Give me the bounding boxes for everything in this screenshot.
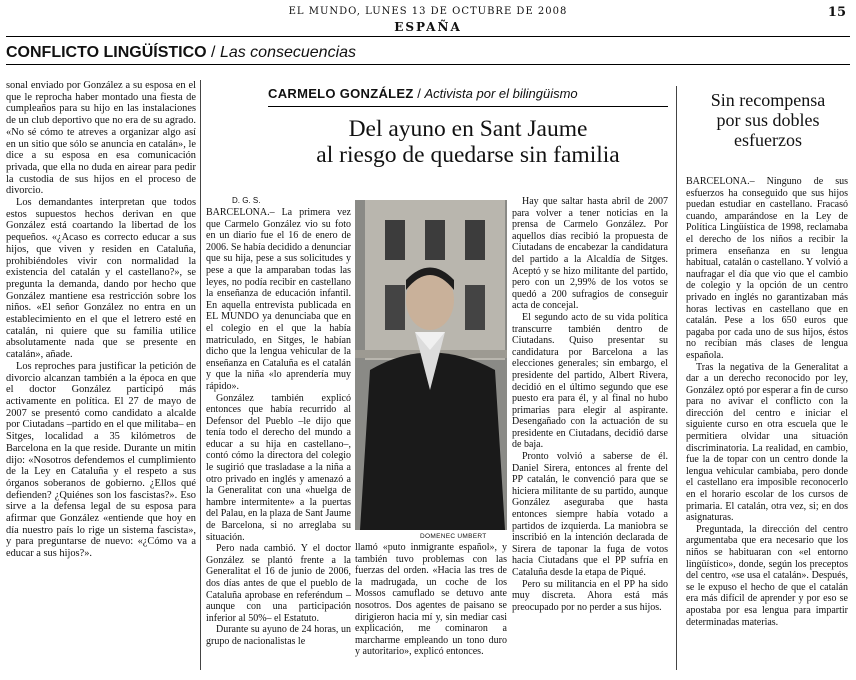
- main-paragraph: González también explicó entonces que había recurrido al Defensor del Pueblo –le dijo que tenía todo el derecho del mundo a educar a su hija en castellano–, contó cómo la directora del colegio le sugirió que trasladase a la niña a otro privado en inglés y amenazó a la Generalitat con una «huelga de hambre intermitente» a la puertas del Palau, en la plaza de Sant Jaume de Barcelona, si no arreglaba su situación.: [206, 392, 351, 543]
- kicker-topic: CONFLICTO LINGÜÍSTICO: [6, 44, 207, 61]
- main-paragraph: llamó «puto inmigrante español», y también tuvo problemas con las fuerzas del orden. «Hacia las tres de la madrugada, un coche de los Mossos camuflado se detuvo ante nosotros. Dos agentes de paisano se dirigieron hacia mí y, sin mediar casi explicación, me cominaron a marcharme empleando un tono duro y autoritario», explicó entonces.: [355, 542, 507, 658]
- headline-line: al riesgo de quedarse sin familia: [316, 142, 620, 168]
- sidebar-title-line: por sus dobles: [716, 110, 820, 130]
- main-column-2: [512, 196, 668, 613]
- portrait-photo: [355, 200, 507, 530]
- kicker-rule: [6, 64, 850, 65]
- sidebar-paragraph: BARCELONA.– Ninguno de sus esfuerzos ha conseguido que sus hijos puedan estudiar en castellano. Fracasó cuando, amparándose en la Ley de Política Lingüística de 1998, reclamaba el derecho de los niños a recibir la primera enseñanza en su lengua habitual, catalán o castellano. Y volvió a naufragar el día que vio que el cambio de colegio y la opción de un centro privado en inglés no garantizaban más horas lectivas en castellano que en catalán. Pese a los 650 euros que pagaba por cada uno de sus hijos, éstos no recibían más clases de lengua española.: [686, 176, 848, 361]
- left-paragraph: Los demandantes interpretan que todos estos supuestos hechos derivan en que González está coartando la libertad de los pequeños. «¿Acaso es correcto educar a sus hijos, que viven y residen en Cataluña, prohibiéndoles vivir con normalidad la existencia del catalán y el castellano?», se pregunta la demanda, dando por hecho que González mantiene esa restricción sobre los niños. «El señor González no entra en un establecimiento en el que el letrero esté en catalán, ni quiere que su familia utilice absolutamente nada que se presente en catalán», añade.: [6, 197, 196, 361]
- kicker-subtopic: Las consecuencias: [219, 44, 357, 61]
- folio-line: EL MUNDO, LUNES 13 DE OCTUBRE DE 2008: [288, 6, 568, 17]
- page-number: 15: [827, 5, 846, 20]
- headline: [268, 116, 668, 168]
- byline-role: Activista por el bilingüismo: [424, 86, 578, 101]
- portrait-illustration: [355, 200, 507, 530]
- main-paragraph: Pero nada cambió. Y el doctor González se plantó frente a la Generalitat el 16 de junio de 2006, dos días antes de que el pueblo de Cataluña aprobase en referéndum –aunque con una participación inferior al 50%– el Estatuto.: [206, 543, 351, 624]
- photo-credit: DOMENEC UMBERT: [420, 533, 487, 540]
- left-article-column: [6, 80, 196, 560]
- section-name: ESPAÑA: [394, 20, 462, 34]
- column-divider: [200, 80, 201, 670]
- main-paragraph: BARCELONA.– La primera vez que Carmelo González vio su foto en un diario fue el 16 de enero de 2006. Se había decidido a denunciar que su hija, pese a sus solicitudes y pese a que la amparaban todas las leyes, no podía recibir en castellano la enseñanza de educación infantil. En aquella entrevista publicada en EL MUNDO ya denunciaba que en el colegio en el que la había matriculado, en Sitges, le habían dicho que la lengua vehicular de la enseñanza en Cataluña es el catalán y que la niña «lo aprendería muy rápido».: [206, 207, 351, 392]
- left-paragraph: sonal enviado por González a su esposa en el que le reprocha haber montado una fiesta de cumpleaños para su hijo en las instalaciones de un club deportivo que no era de su agrado. «No sé cómo te atreves a organizar algo así en un sitio que sólo se anuncia en catalán», le dice a su esposa en esa comunicación privada, que ella no duda en airear para pedir la custodia de sus hijos en el proceso de divorcio.: [6, 80, 196, 197]
- section-kicker: [6, 44, 356, 62]
- main-paragraph: Durante su ayuno de 24 horas, un grupo de nacionalistas le: [206, 624, 351, 647]
- kicker-separator: /: [206, 44, 220, 61]
- byline-rule: [268, 106, 668, 107]
- main-paragraph: Hay que saltar hasta abril de 2007 para volver a tener noticias en la prensa de Carmelo González. Por aquellos días recibió la propuesta de Ciutadans de encabezar la candidatura del partido a la Alcaldía de Sitges. Aceptó y se hizo militante del partido, pero con un 2,99% de los votos se quedó a 200 sufragios de conseguir acta de concejal.: [512, 196, 668, 312]
- sidebar-paragraph: Tras la negativa de la Generalitat a dar a un derecho reconocido por ley, González optó por esperar a fin de curso para no avivar el conflicto con la dirección del centro e iniciar el siguiente curso en otra escuela que le permitiera olvidar una situación discriminatoria. La realidad, en cambio, fue la de topar con un centro donde la lengua vehicular cambiaba, pero donde el castellano era imposible reconocerlo en el horario escolar de los cursos de primaria. El catalán, otra vez, si; en dos asignaturas.: [686, 361, 848, 524]
- main-column-1: [206, 207, 351, 648]
- main-paragraph: Pero su militancia en el PP ha sido muy discreta. Ahora está más preocupado por no perder a sus hijos.: [512, 578, 668, 613]
- main-paragraph: El segundo acto de su vida política transcurre también dentro de Ciutadans. Quiso presentar su candidatura por Barcelona a las elecciones generales; sin embargo, el presidente del partido, Albert Rivera, decidió en el último segundo que ese puesto era para él, y al final no hubo primarias para elegir al aspirante. Desengañado con la actuación de su presidente en Ciutadans, decidió darse de baja.: [512, 311, 668, 451]
- column-divider: [676, 86, 677, 670]
- sidebar-title-line: Sin recompensa: [710, 90, 826, 110]
- sidebar-title: [688, 90, 848, 150]
- below-photo-text: [355, 542, 507, 658]
- main-paragraph: Pronto volvió a saberse de él. Daniel Sirera, entonces al frente del PP catalán, le convenció para que se hiciera militante de su partido, aunque González aseguraba que hasta entonces siempre había votado a partidos de izquierda. La maniobra se inscribió en la intención declarada de Sirera de taponar la fuga de votos hacia Ciutadans que el PP sufría en Cataluña desde la etapa de Piqué.: [512, 451, 668, 578]
- left-paragraph: Los reproches para justificar la petición de divorcio alcanzan también a la época en que el doctor González participó más activamente en política. El 27 de mayo de 2007 se presentó como candidato a alcalde por Ciutadans –partido en el que militaba– en Sitges, localidad a 35 kilómetros de Barcelona en la que reside. Durante un mitin dijo: «Nosotros defendemos el cumplimiento de la Ley en Cataluña y el respeto a sus órganos soberanos de gobierno. ¿Ellos qué defienden? ¿Quiénes son los fascistas?». Eso sirve a la defensa legal de su esposa para afirmar que González «entiende que hoy en día nuestro país lo rige un sistema fascista», y para preguntarse de nuevo: «¿Cómo va a educar a sus hijos?».: [6, 360, 196, 560]
- sidebar-title-line: esfuerzos: [734, 130, 802, 150]
- profile-byline: [268, 86, 668, 101]
- sidebar-column: [686, 176, 848, 628]
- headline-line: Del ayuno en Sant Jaume: [348, 116, 588, 142]
- sidebar-paragraph: Preguntada, la dirección del centro argumentaba que era necesario que los niños se habituaran con «el entorno lingüístico», donde, según los preceptos del centro, «se usa el catalán». Después, se le expuso el hecho de que el catalán era más difícil de aprender y por eso se apostaba por esa lengua para impartir determinadas materias.: [686, 523, 848, 628]
- author-credit: D. G. S.: [232, 196, 261, 205]
- byline-name: CARMELO GONZÁLEZ: [268, 86, 414, 101]
- masthead-rule: [6, 36, 850, 37]
- byline-separator: /: [413, 86, 425, 101]
